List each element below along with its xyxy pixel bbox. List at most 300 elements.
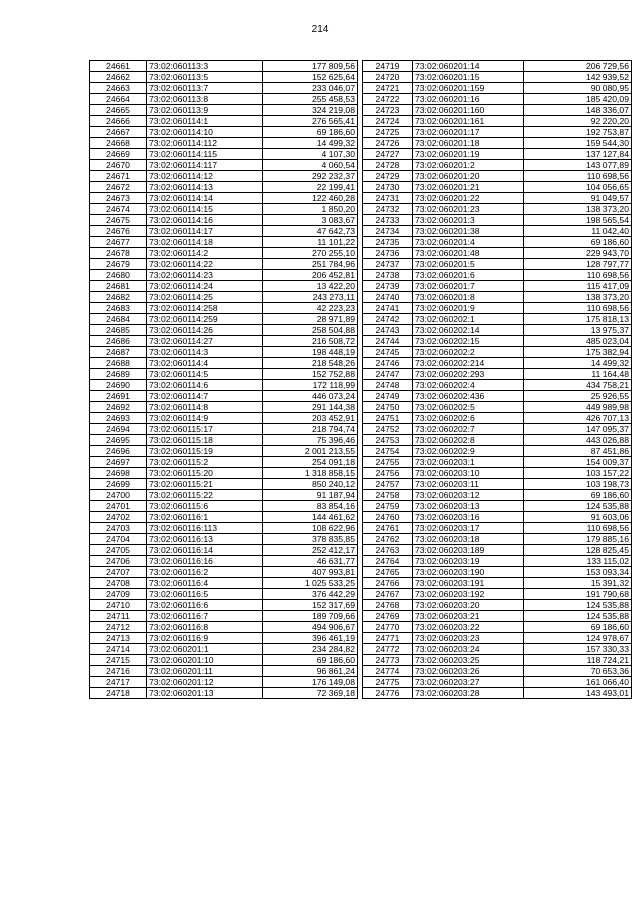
table-row [90, 688, 358, 699]
value-cell: 4 107,30 [263, 149, 358, 160]
row-number-cell: 24664 [90, 94, 147, 105]
row-number-cell: 24687 [90, 347, 147, 358]
value-cell: 218 548,26 [263, 358, 358, 369]
cadastral-number-cell: 73:02:060115:6 [147, 501, 263, 512]
table-row [363, 589, 632, 600]
table-row [90, 435, 358, 446]
row-number-cell: 24693 [90, 413, 147, 424]
cadastral-number-cell: 73:02:060113:8 [147, 94, 263, 105]
table-row [90, 281, 358, 292]
table-row [363, 677, 632, 688]
row-number-cell: 24701 [90, 501, 147, 512]
cadastral-number-cell: 73:02:060203:19 [413, 556, 524, 567]
row-number-cell: 24712 [90, 622, 147, 633]
value-cell: 206 452,81 [263, 270, 358, 281]
value-cell: 159 544,30 [524, 138, 632, 149]
table-row [363, 688, 632, 699]
table-row [90, 446, 358, 457]
cadastral-number-cell: 73:02:060201:13 [147, 688, 263, 699]
table-row [363, 622, 632, 633]
cadastral-number-cell: 73:02:060114:115 [147, 149, 263, 160]
value-cell: 83 854,16 [263, 501, 358, 512]
cadastral-number-cell: 73:02:060203:189 [413, 545, 524, 556]
value-cell: 90 080,95 [524, 83, 632, 94]
table-row [90, 105, 358, 116]
table-row [363, 336, 632, 347]
row-number-cell: 24738 [363, 270, 413, 281]
cadastral-number-cell: 73:02:060115:19 [147, 446, 263, 457]
cadastral-number-cell: 73:02:060201:9 [413, 303, 524, 314]
table-row [363, 435, 632, 446]
row-number-cell: 24727 [363, 149, 413, 160]
cadastral-number-cell: 73:02:060201:15 [413, 72, 524, 83]
value-cell: 92 220,20 [524, 116, 632, 127]
row-number-cell: 24732 [363, 204, 413, 215]
table-row [363, 457, 632, 468]
cadastral-number-cell: 73:02:060201:16 [413, 94, 524, 105]
row-number-cell: 24666 [90, 116, 147, 127]
value-cell: 118 724,21 [524, 655, 632, 666]
value-cell: 4 060,54 [263, 160, 358, 171]
table-row [363, 369, 632, 380]
row-number-cell: 24743 [363, 325, 413, 336]
value-cell: 258 504,88 [263, 325, 358, 336]
row-number-cell: 24744 [363, 336, 413, 347]
table-row [363, 534, 632, 545]
value-cell: 152 752,88 [263, 369, 358, 380]
value-cell: 1 025 533,25 [263, 578, 358, 589]
row-number-cell: 24725 [363, 127, 413, 138]
row-number-cell: 24703 [90, 523, 147, 534]
table-row [363, 666, 632, 677]
value-cell: 198 565,54 [524, 215, 632, 226]
cadastral-number-cell: 73:02:060201:19 [413, 149, 524, 160]
row-number-cell: 24762 [363, 534, 413, 545]
value-cell: 96 861,24 [263, 666, 358, 677]
cadastral-number-cell: 73:02:060114:1 [147, 116, 263, 127]
row-number-cell: 24773 [363, 655, 413, 666]
table-row [363, 380, 632, 391]
row-number-cell: 24682 [90, 292, 147, 303]
row-number-cell: 24700 [90, 490, 147, 501]
row-number-cell: 24704 [90, 534, 147, 545]
row-number-cell: 24688 [90, 358, 147, 369]
table-row [90, 556, 358, 567]
value-cell: 72 369,18 [263, 688, 358, 699]
value-cell: 124 535,88 [524, 501, 632, 512]
cadastral-number-cell: 73:02:060115:18 [147, 435, 263, 446]
table-row [363, 94, 632, 105]
table-row [363, 600, 632, 611]
table-row [363, 468, 632, 479]
cadastral-number-cell: 73:02:060203:28 [413, 688, 524, 699]
cadastral-number-cell: 73:02:060115:20 [147, 468, 263, 479]
table-row [363, 237, 632, 248]
cadastral-number-cell: 73:02:060116:113 [147, 523, 263, 534]
value-cell: 1 850,20 [263, 204, 358, 215]
table-row [90, 226, 358, 237]
table-row [90, 347, 358, 358]
row-number-cell: 24702 [90, 512, 147, 523]
row-number-cell: 24684 [90, 314, 147, 325]
row-number-cell: 24661 [90, 61, 147, 72]
value-cell: 124 535,88 [524, 611, 632, 622]
value-cell: 46 631,77 [263, 556, 358, 567]
value-cell: 148 336,07 [524, 105, 632, 116]
table-row [363, 149, 632, 160]
value-cell: 124 535,88 [524, 600, 632, 611]
cadastral-number-cell: 73:02:060201:3 [413, 215, 524, 226]
row-number-cell: 24719 [363, 61, 413, 72]
cadastral-number-cell: 73:02:060116:9 [147, 633, 263, 644]
cadastral-number-cell: 73:02:060113:9 [147, 105, 263, 116]
cadastral-number-cell: 73:02:060116:14 [147, 545, 263, 556]
table-row [363, 303, 632, 314]
value-cell: 110 698,56 [524, 523, 632, 534]
table-row [90, 666, 358, 677]
value-cell: 161 066,40 [524, 677, 632, 688]
row-number-cell: 24674 [90, 204, 147, 215]
table-row [363, 523, 632, 534]
cadastral-number-cell: 73:02:060114:26 [147, 325, 263, 336]
table-row [90, 248, 358, 259]
value-cell: 87 451,86 [524, 446, 632, 457]
table-row [90, 479, 358, 490]
value-cell: 191 790,68 [524, 589, 632, 600]
cadastral-number-cell: 73:02:060202:214 [413, 358, 524, 369]
table-row [363, 193, 632, 204]
cadastral-number-cell: 73:02:060201:12 [147, 677, 263, 688]
registry-table-right [362, 60, 632, 699]
value-cell: 3 083,67 [263, 215, 358, 226]
cadastral-number-cell: 73:02:060201:48 [413, 248, 524, 259]
table-row [363, 138, 632, 149]
table-row [90, 413, 358, 424]
row-number-cell: 24730 [363, 182, 413, 193]
row-number-cell: 24697 [90, 457, 147, 468]
cadastral-number-cell: 73:02:060201:4 [413, 237, 524, 248]
cadastral-number-cell: 73:02:060203:27 [413, 677, 524, 688]
cadastral-number-cell: 73:02:060201:18 [413, 138, 524, 149]
value-cell: 449 989,98 [524, 402, 632, 413]
table-row [90, 567, 358, 578]
table-row [363, 259, 632, 270]
row-number-cell: 24670 [90, 160, 147, 171]
row-number-cell: 24752 [363, 424, 413, 435]
row-number-cell: 24771 [363, 633, 413, 644]
table-row [90, 369, 358, 380]
table-row [90, 402, 358, 413]
table-row [90, 160, 358, 171]
table-row [363, 215, 632, 226]
row-number-cell: 24723 [363, 105, 413, 116]
cadastral-number-cell: 73:02:060203:16 [413, 512, 524, 523]
cadastral-number-cell: 73:02:060113:5 [147, 72, 263, 83]
table-row [363, 479, 632, 490]
row-number-cell: 24680 [90, 270, 147, 281]
cadastral-number-cell: 73:02:060202:8 [413, 435, 524, 446]
cadastral-number-cell: 73:02:060202:6 [413, 413, 524, 424]
row-number-cell: 24733 [363, 215, 413, 226]
value-cell: 70 653,36 [524, 666, 632, 677]
value-cell: 133 115,02 [524, 556, 632, 567]
row-number-cell: 24754 [363, 446, 413, 457]
row-number-cell: 24741 [363, 303, 413, 314]
value-cell: 243 273,11 [263, 292, 358, 303]
table-row [363, 501, 632, 512]
table-row [363, 611, 632, 622]
value-cell: 175 818,13 [524, 314, 632, 325]
row-number-cell: 24745 [363, 347, 413, 358]
table-row [363, 347, 632, 358]
cadastral-number-cell: 73:02:060201:6 [413, 270, 524, 281]
row-number-cell: 24756 [363, 468, 413, 479]
value-cell: 206 729,56 [524, 61, 632, 72]
cadastral-number-cell: 73:02:060201:14 [413, 61, 524, 72]
value-cell: 152 317,69 [263, 600, 358, 611]
table-row [90, 578, 358, 589]
row-number-cell: 24772 [363, 644, 413, 655]
table-row [90, 138, 358, 149]
table-row [363, 270, 632, 281]
table-row [90, 358, 358, 369]
table-row [90, 193, 358, 204]
row-number-cell: 24677 [90, 237, 147, 248]
table-row [90, 215, 358, 226]
table-row [90, 644, 358, 655]
value-cell: 14 499,32 [263, 138, 358, 149]
value-cell: 407 993,81 [263, 567, 358, 578]
value-cell: 128 825,45 [524, 545, 632, 556]
value-cell: 22 199,41 [263, 182, 358, 193]
cadastral-number-cell: 73:02:060114:10 [147, 127, 263, 138]
table-row [90, 600, 358, 611]
value-cell: 11 164,48 [524, 369, 632, 380]
row-number-cell: 24726 [363, 138, 413, 149]
cadastral-number-cell: 73:02:060114:25 [147, 292, 263, 303]
cadastral-number-cell: 73:02:060203:20 [413, 600, 524, 611]
value-cell: 185 420,09 [524, 94, 632, 105]
value-cell: 291 144,38 [263, 402, 358, 413]
table-row [90, 677, 358, 688]
row-number-cell: 24753 [363, 435, 413, 446]
table-row [363, 171, 632, 182]
table-row [90, 589, 358, 600]
table-row [90, 534, 358, 545]
row-number-cell: 24763 [363, 545, 413, 556]
table-row [363, 644, 632, 655]
table-row [363, 325, 632, 336]
value-cell: 234 284,82 [263, 644, 358, 655]
value-cell: 396 461,19 [263, 633, 358, 644]
value-cell: 110 698,56 [524, 303, 632, 314]
cadastral-number-cell: 73:02:060114:17 [147, 226, 263, 237]
row-number-cell: 24709 [90, 589, 147, 600]
table-row [90, 655, 358, 666]
row-number-cell: 24729 [363, 171, 413, 182]
value-cell: 108 622,96 [263, 523, 358, 534]
cadastral-number-cell: 73:02:060116:5 [147, 589, 263, 600]
table-row [363, 402, 632, 413]
cadastral-number-cell: 73:02:060202:293 [413, 369, 524, 380]
row-number-cell: 24662 [90, 72, 147, 83]
row-number-cell: 24746 [363, 358, 413, 369]
table-row [363, 314, 632, 325]
table-row [90, 457, 358, 468]
row-number-cell: 24735 [363, 237, 413, 248]
value-cell: 198 448,19 [263, 347, 358, 358]
value-cell: 152 625,64 [263, 72, 358, 83]
value-cell: 172 118,99 [263, 380, 358, 391]
cadastral-number-cell: 73:02:060201:161 [413, 116, 524, 127]
table-row [363, 413, 632, 424]
table-row [363, 127, 632, 138]
value-cell: 324 219,08 [263, 105, 358, 116]
table-row [90, 127, 358, 138]
value-cell: 189 709,66 [263, 611, 358, 622]
cadastral-number-cell: 73:02:060203:190 [413, 567, 524, 578]
table-row [363, 391, 632, 402]
row-number-cell: 24681 [90, 281, 147, 292]
row-number-cell: 24683 [90, 303, 147, 314]
table-row [363, 248, 632, 259]
table-row [90, 622, 358, 633]
row-number-cell: 24748 [363, 380, 413, 391]
row-number-cell: 24714 [90, 644, 147, 655]
cadastral-number-cell: 73:02:060114:5 [147, 369, 263, 380]
value-cell: 47 642,73 [263, 226, 358, 237]
cadastral-number-cell: 73:02:060203:17 [413, 523, 524, 534]
value-cell: 218 794,74 [263, 424, 358, 435]
row-number-cell: 24713 [90, 633, 147, 644]
table-row [363, 424, 632, 435]
cadastral-number-cell: 73:02:060202:436 [413, 391, 524, 402]
cadastral-number-cell: 73:02:060114:27 [147, 336, 263, 347]
row-number-cell: 24672 [90, 182, 147, 193]
row-number-cell: 24671 [90, 171, 147, 182]
value-cell: 426 707,13 [524, 413, 632, 424]
table-row [363, 490, 632, 501]
value-cell: 75 396,46 [263, 435, 358, 446]
row-number-cell: 24740 [363, 292, 413, 303]
cadastral-number-cell: 73:02:060113:7 [147, 83, 263, 94]
row-number-cell: 24706 [90, 556, 147, 567]
row-number-cell: 24757 [363, 479, 413, 490]
cadastral-number-cell: 73:02:060202:14 [413, 325, 524, 336]
row-number-cell: 24749 [363, 391, 413, 402]
row-number-cell: 24737 [363, 259, 413, 270]
value-cell: 175 382,94 [524, 347, 632, 358]
cadastral-number-cell: 73:02:060114:3 [147, 347, 263, 358]
value-cell: 110 698,56 [524, 270, 632, 281]
row-number-cell: 24705 [90, 545, 147, 556]
value-cell: 25 926,55 [524, 391, 632, 402]
value-cell: 229 943,70 [524, 248, 632, 259]
value-cell: 147 095,37 [524, 424, 632, 435]
table-row [90, 611, 358, 622]
row-number-cell: 24665 [90, 105, 147, 116]
table-row [90, 523, 358, 534]
value-cell: 138 373,20 [524, 292, 632, 303]
value-cell: 13 975,37 [524, 325, 632, 336]
cadastral-number-cell: 73:02:060201:23 [413, 204, 524, 215]
cadastral-number-cell: 73:02:060116:4 [147, 578, 263, 589]
row-number-cell: 24747 [363, 369, 413, 380]
cadastral-number-cell: 73:02:060203:192 [413, 589, 524, 600]
cadastral-number-cell: 73:02:060114:6 [147, 380, 263, 391]
row-number-cell: 24774 [363, 666, 413, 677]
row-number-cell: 24715 [90, 655, 147, 666]
cadastral-number-cell: 73:02:060116:6 [147, 600, 263, 611]
value-cell: 69 186,60 [524, 622, 632, 633]
row-number-cell: 24708 [90, 578, 147, 589]
row-number-cell: 24751 [363, 413, 413, 424]
row-number-cell: 24734 [363, 226, 413, 237]
row-number-cell: 24678 [90, 248, 147, 259]
cadastral-number-cell: 73:02:060201:160 [413, 105, 524, 116]
table-row [90, 424, 358, 435]
value-cell: 376 442,29 [263, 589, 358, 600]
value-cell: 494 906,67 [263, 622, 358, 633]
cadastral-number-cell: 73:02:060203:22 [413, 622, 524, 633]
value-cell: 11 042,40 [524, 226, 632, 237]
value-cell: 157 330,33 [524, 644, 632, 655]
value-cell: 443 026,88 [524, 435, 632, 446]
table-row [90, 545, 358, 556]
value-cell: 69 186,60 [263, 127, 358, 138]
value-cell: 124 978,67 [524, 633, 632, 644]
table-row [90, 490, 358, 501]
cadastral-number-cell: 73:02:060202:5 [413, 402, 524, 413]
row-number-cell: 24758 [363, 490, 413, 501]
value-cell: 115 417,09 [524, 281, 632, 292]
cadastral-number-cell: 73:02:060201:21 [413, 182, 524, 193]
row-number-cell: 24739 [363, 281, 413, 292]
table-row [363, 182, 632, 193]
cadastral-number-cell: 73:02:060114:112 [147, 138, 263, 149]
row-number-cell: 24722 [363, 94, 413, 105]
value-cell: 254 091,18 [263, 457, 358, 468]
row-number-cell: 24750 [363, 402, 413, 413]
row-number-cell: 24755 [363, 457, 413, 468]
value-cell: 233 046,07 [263, 83, 358, 94]
table-row [90, 61, 358, 72]
table-row [363, 292, 632, 303]
row-number-cell: 24692 [90, 402, 147, 413]
cadastral-number-cell: 73:02:060114:258 [147, 303, 263, 314]
table-row [363, 556, 632, 567]
value-cell: 154 009,37 [524, 457, 632, 468]
row-number-cell: 24694 [90, 424, 147, 435]
value-cell: 485 023,04 [524, 336, 632, 347]
value-cell: 143 077,89 [524, 160, 632, 171]
value-cell: 28 971,89 [263, 314, 358, 325]
cadastral-number-cell: 73:02:060203:13 [413, 501, 524, 512]
value-cell: 14 499,32 [524, 358, 632, 369]
row-number-cell: 24663 [90, 83, 147, 94]
cadastral-number-cell: 73:02:060202:15 [413, 336, 524, 347]
row-number-cell: 24685 [90, 325, 147, 336]
row-number-cell: 24766 [363, 578, 413, 589]
row-number-cell: 24770 [363, 622, 413, 633]
cadastral-number-cell: 73:02:060203:11 [413, 479, 524, 490]
row-number-cell: 24707 [90, 567, 147, 578]
table-row [90, 336, 358, 347]
cadastral-number-cell: 73:02:060202:1 [413, 314, 524, 325]
value-cell: 270 255,10 [263, 248, 358, 259]
row-number-cell: 24776 [363, 688, 413, 699]
row-number-cell: 24716 [90, 666, 147, 677]
